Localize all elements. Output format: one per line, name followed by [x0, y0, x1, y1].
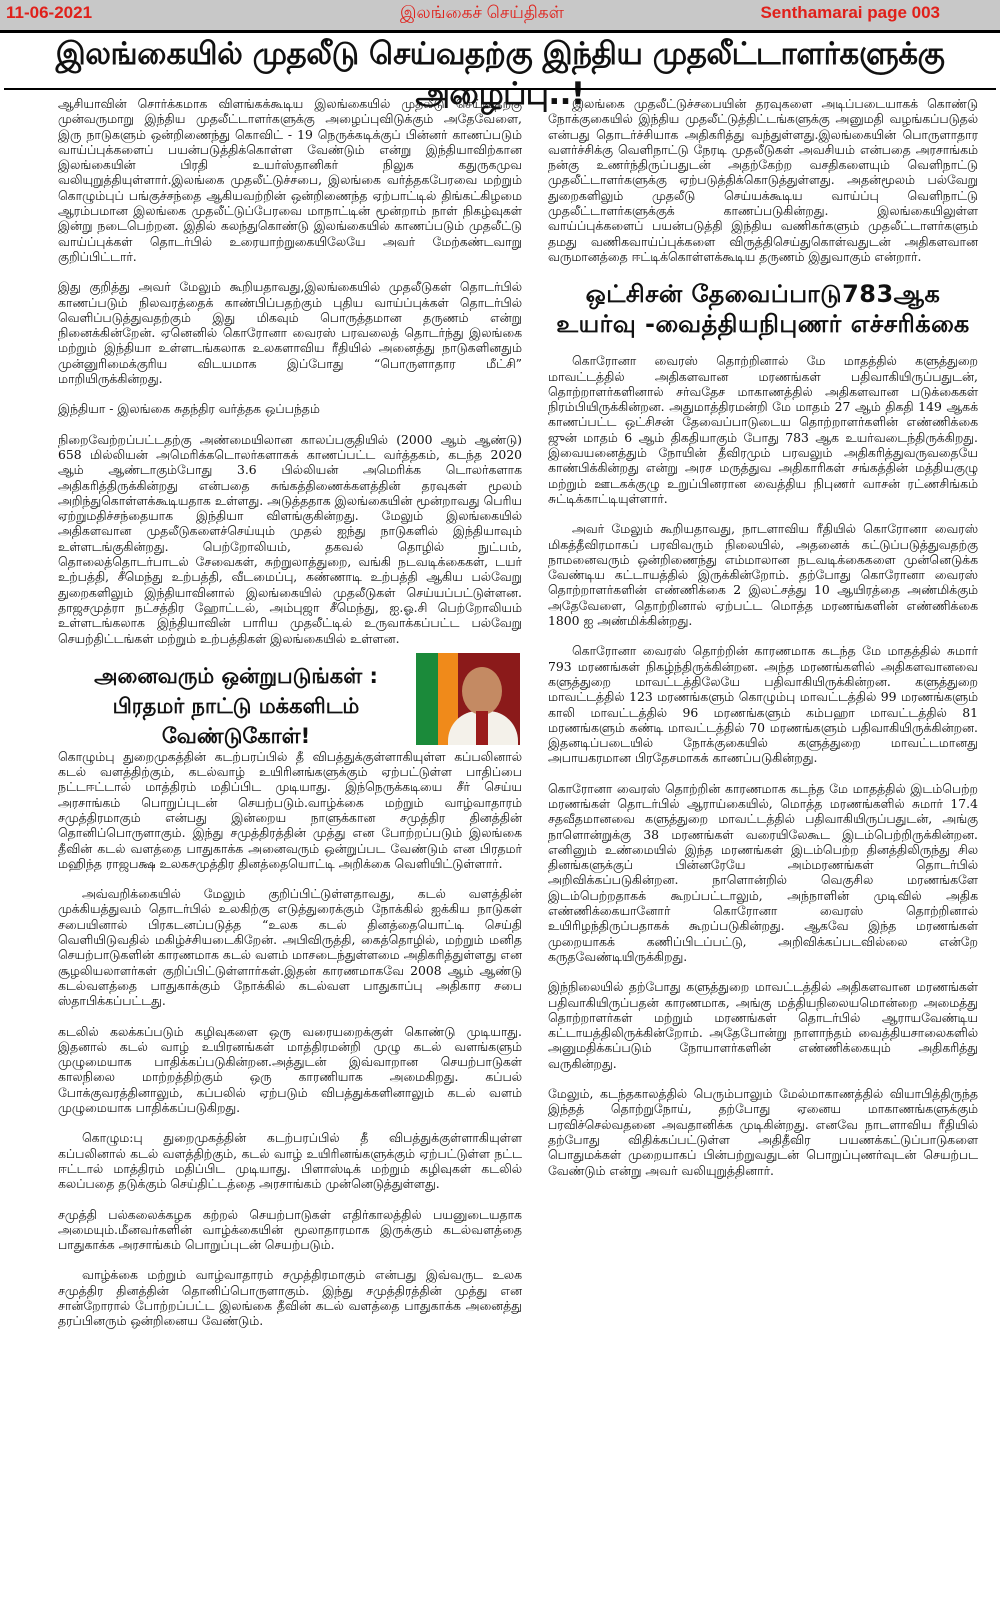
article-paragraph: அவ்வறிக்கையில் மேலும் குறிப்பிட்டுள்ளதாவது, கடல் வளத்தின் முக்கியத்துவம் தொடர்பில் உலகிற்கு எடுத்துரைக்கும் நோக்கில் ஐக்கிய நாடுகள் சபையினால் பிரகடனப்படுத்த “உலக கடல் தினத்தையொட்டி செய்தி வெளியிடுவதில் மகிழ்ச்சியடைகிறேன். அபிவிருத்தி, கைத்தொழில், மற்றும் மனித செயற்பாடுகளின் காரணமாக கடல் வளம் மாசடைந்துள்ளமை அதிகரித்துள்ளது என சூழலியலாளர்கள் குறிப்பிட்டுள்ளார்கள்.இதன் காரணமாகவே 2008 ஆம் ஆண்டு கடல்வளத்தை பாதுகாக்கும் நோக்கில் கடல்வள பாதுகாப்பு அதிகார சபை ஸ்தாபிக்கப்பட்டது.	[58, 886, 522, 1009]
left-column	[58, 96, 522, 1344]
headline-divider	[4, 88, 996, 90]
article-paragraph: கொரோனா வைரஸ் தொற்றின் காரணமாக கடந்த மே மாதத்தில் இடம்பெற்ற மரணங்கள் தொடர்பில் ஆராய்கையில், மொத்த மரணங்களில் சுமார் 17.4 சதவீதமானவை களுத்துறை மாவட்டத்தில் பதிவாகியிருப்பதுடன், அங்கு நாளொன்றுக்கு 38 மரணங்கள் வரையிலேகூட இடம்பெற்றிருக்கின்றன. எனினும் உண்மையில் இந்த மரணங்கள் இடம்பெற்ற தினத்திலிருந்து சில தினங்களுக்குப் பின்னரேயே அம்மரணங்கள் தொடர்பில் அறிவிக்கப்படுகின்றன. நாளொன்றில் வெகுசில மரணங்களே இடம்பெற்றதாகக் கூறப்பட்டாலும், அந்நாளின் முடிவில் அதிக எண்ணிக்கையானோர் கொரோனா வைரஸ் தொற்றினால் உயிரிழந்திருப்பதாகக் கூறப்படுகின்றது. ஆகவே இந்த மரணங்கள் முறையாகக் கணிப்பிடப்பட்டு, அறிவிக்கப்படவில்லை என்றே கருதவேண்டியிருக்கிறது.	[548, 780, 978, 964]
section-category: இலங்கைச் செய்திகள்	[400, 3, 564, 22]
article-paragraph: அவர் மேலும் கூறியதாவது, நாடளாவிய ரீதியில் கொரோனா வைரஸ் மிகத்தீவிரமாகப் பரவிவரும் நிலையில், அதனைக் கட்டுப்படுத்துவதற்கு நாமனைவரும் ஒன்றிணைந்து எம்மாலான நடவடிக்கைகளை முன்னெடுக்க வேண்டிய கட்டாயத்தில் இருக்கின்றோம். தற்போது கொரோனா வைரஸ் தொற்றாளர்களின் எண்ணிக்கை 2 இலட்சத்து 10 ஆயிரத்தை அண்மிக்கும் அதேவேளை, தொற்றினால் ஏற்பட்ட மொத்த மரணங்களின் எண்ணிக்கை 1800 ஐ அண்மிக்கின்றது.	[548, 521, 978, 629]
article-paragraph: ஆசியாவின் சொர்க்கமாக விளங்கக்கூடிய இலங்கையில் முதலீடு செய்வதற்கு முன்வருமாறு இந்திய முதலீட்டாளர்களுக்கு அழைப்புவிடுக்கும் அதேவேளை, இரு நாடுகளும் ஒன்றிணைந்து கொவிட் - 19 நெருக்கடிக்குப் பின்னர் காணப்படும் வாய்ப்புக்களைப் பயன்படுத்திக்கொள்ள வேண்டும் என்று இந்தியாவிற்கான இலங்கையின் பிரதி உயர்ஸ்தானிகர் நிலுக கதுருகமுவ வலியுறுத்தியுள்ளார்.இலங்கை முதலீட்டுச்சபை, இலங்கை வர்த்தகபேரவை மற்றும் கொழும்புப் பங்குச்சந்தை ஆகியவற்றின் ஒன்றிணைந்த ஏற்பாட்டில் திங்கட்கிழமை ஆரம்பமான இலங்கை முதலீட்டுப்பேரவை மாநாட்டின் மூன்றாம் நாள் நிகழ்வுகள் இன்று நடைபெற்றன. இதில் கலந்துகொண்டு இலங்கையில் காணப்படும் முதலீட்டு வாய்ப்புக்கள் தொடர்பில் உரையாற்றுகையிலேயே அவர் மேற்கண்டவாறு குறிப்பிட்டார்.	[58, 96, 522, 264]
article-paragraph: வாழ்க்கை மற்றும் வாழ்வாதாரம் சமுத்திரமாகும் என்பது இவ்வருட உலக சமுத்திர தினத்தின் தொனிப்பொருளாகும். இந்து சமுத்திரத்தின் முத்து என சான்றோரால் போற்றப்பட்ட இலங்கை தீவின் கடல் வளத்தை பாதுகாக்க அனைத்து தரப்பினரும் ஒன்றினைய வேண்டும்.	[58, 1267, 522, 1329]
article-paragraph: நிறைவேற்றப்பட்டதற்கு அண்மையிலான காலப்பகுதியில் (2000 ஆம் ஆண்டு) 658 மில்லியன் அமெரிக்கடொலர்களாகக் காணப்பட்ட வர்த்தகம், கடந்த 2020 ஆம் ஆண்டாகும்போது 3.6 பில்லியன் அமெரிக்க டொலர்களாக அதிகரித்திருக்கின்றது என்பதை சுங்கத்திணைக்களத்தின் தரவுகள் மூலம் அறிந்துகொள்ளக்கூடியதாக உள்ளது. அடுத்ததாக இலங்கையின் மூன்றாவது பெரிய ஏற்றுமதிச்சந்தையாக இந்தியா விளங்குகின்றது. மேலும் இலங்கையில் அதிகளவான முதலீடுகளைச்செய்யும் முதல் ஐந்து நாடுகளில் இந்தியாவும் உள்ளடங்குகின்றது. பெற்றோலியம், தகவல் தொழில் நுட்பம், தொலைத்தொடர்பாடல் சேவைகள், சுற்றுலாத்துறை, வங்கி நடவடிக்கைகள், டயர் உற்பத்தி, சீமெந்து உற்பத்தி, வீடமைப்பு, கண்ணாடி உற்பத்தி ஆகிய பல்வேறு துறைகளிலும் இந்தியாவினால் இலங்கையில் முதலீடுகள் செய்யப்பட்டுள்ளன. தாஜசமுத்ரா நட்சத்திர ஹோட்டல், அம்புஜா சீமெந்து, ஐ.ஓ.சி பெற்றோலியம் உள்ளடங்கலாக இந்தியாவின் பாரிய முதலீட்டில் உருவாக்கப்பட்ட பல்வேறு செயற்திட்டங்கள் மற்றும் உற்பத்திகள் இலங்கையில் உள்ளன.	[58, 431, 522, 646]
right-column	[548, 96, 978, 1193]
pm-headline-line1: அனைவரும் ஒன்றுபடுங்கள் :	[94, 663, 378, 688]
issue-date: 11-06-2021	[6, 3, 93, 22]
article-paragraph: சமுத்தி பல்கலைக்கழக கற்றல் செயற்பாடுகள் எதிர்காலத்தில் பயனுடையதாக அமையும்.மீனவர்களின் வாழ்க்கையின் மூலாதாரமாக இருக்கும் கடல்வளத்தை பாதுகாக்க அரசாங்கம் பொறுப்புடன் செயற்படும்.	[58, 1206, 522, 1253]
article-paragraph: இலங்கை முதலீட்டுச்சபையின் தரவுகளை அடிப்படையாகக் கொண்டு நோக்குகையில் இந்திய முதலீட்டுத்திட்டங்களுக்கு அனுமதி வழங்கப்படுதல் என்பது தொடர்ச்சியாக அதிகரித்து வந்துள்ளது.இலங்கையின் பொருளாதார வளர்ச்சிக்கு வெளிநாட்டு நேரடி முதலீடுகள் அவசியம் என்பதை அரசாங்கம் நன்கு உணர்ந்திருப்பதுடன் அதற்கேற்ற வசதிகளையும் வெளிநாட்டு முதலீட்டாளர்களுக்கு ஏற்படுத்திக்கொடுத்துள்ளது. அதன்மூலம் பல்வேறு துறைகளிலும் முதலீடு செய்யக்கூடிய வாய்ப்பு வெளிநாட்டு முதலீட்டாளர்களுக்குக் காணப்படுகின்றது. இலங்கையிலுள்ள வாய்ப்புக்களைப் பயன்படுத்தி இந்திய வணிகர்களும் முதலீட்டாளர்களும் தமது வணிகவாய்ப்புக்களை விருத்திசெய்துகொள்வதுடன் அதிகளவான வருமானத்தை ஈட்டிக்கொள்ளக்கூடிய தருணம் இதுவாகும் என்றார்.	[548, 96, 978, 264]
pm-headline-line2: பிரதமர் நாட்டு மக்களிடம் வேண்டுகோள்!	[112, 693, 360, 748]
article-section-label: இந்தியா - இலங்கை சுதந்திர வர்த்தக ஒப்பந்தம்	[58, 401, 320, 417]
page-header-bar	[0, 0, 1000, 33]
article-paragraph: மேலும், கடந்தகாலத்தில் பெரும்பாலும் மேல்மாகாணத்தில் வியாபித்திருந்த இந்தத் தொற்றுநோய், தற்போது ஏனைய மாகாணங்களுக்கும் பரவிச்செல்வதனை அவதானிக்க முடிகின்றது. எனவே நாடளாவிய ரீதியில் தற்போது விதிக்கப்பட்டுள்ள அதிதீவிர பயணக்கட்டுப்பாடுகளை பொதுமக்கள் முறையாகப் பின்பற்றுவதுடன் பொறுப்புணர்வுடன் செயற்பட வேண்டும் என்று அவர் வலியுறுத்தினார்.	[548, 1086, 978, 1178]
article-paragraph: கடலில் கலக்கப்படும் கழிவுகளை ஒரு வரையறைக்குள் கொண்டு முடியாது. இதனால் கடல் வாழ் உயிரனங்கள் மாத்திரமன்றி முழு கடல் வளங்களும் முழுமையாக பாதிக்கப்படுகின்றன.அத்துடன் இவ்வாறான செயற்பாடுகள் காலநிலை மாற்றத்திற்கும் ஒரு காரணியாக அமைகிறது. கப்பல் போக்குவரத்தினாலும், கப்பலில் ஏற்படும் விபத்துக்களினாலும் கடல் வளம் முழுமையாக பாதிக்கப்படுகிறது.	[58, 1023, 522, 1116]
article-paragraph: கொழும:பு துறைமுகத்தின் கடற்பரப்பில் தீ விபத்துக்குள்ளாகியுள்ள கப்பலினால் கடல் வளத்திற்கும், கடல் வாழ் உயிரினங்களுக்கும் ஏற்பட்டுள்ள நட்ட ஈட்டால் மாத்திரம் மதிப்பிட முடியாது. பிளாஸ்டிக் மற்றும் கழிவுகள் கடலில் கலப்பதை தடுக்கும் செய்திட்டத்தை அரசாங்கம் முன்னெடுத்துள்ளது.	[58, 1130, 522, 1192]
main-headline: இலங்கையில் முதலீடு செய்வதற்கு இந்திய முதலீட்டாளர்களுக்கு அழைப்பு..!	[55, 36, 945, 112]
prime-minister-photo	[416, 653, 520, 745]
oxygen-demand-headline: ஒட்சிசன் தேவைப்பாடு783ஆக உயர்வு -வைத்தியநிபுணர் எச்சரிக்கை	[556, 280, 970, 339]
article-paragraph: கொழும்பு துறைமுகத்தின் கடற்பரப்பில் தீ விபத்துக்குள்ளாகியுள்ள கப்பலினால் கடல் வளத்திற்கும், கடல்வாழ் உயிரினங்களுக்கும் ஏற்பட்டுள்ள பாதிப்பை நட்டஈட்டால் மாத்திரம் மதிப்பிட முடியாது. இந்நெருக்கடியை சீர் செய்ய அரசாங்கம் பொறுப்புடன் செயற்படும்.வாழ்க்கை மற்றும் வாழ்வாதாரம் சமுத்திரமாகும் என்பது இன்றைய நாளுக்கான சமுத்திர தினத்தின் தொனிப்பொருளாகும். இந்து சமுத்திரத்தின் முத்து என போற்றப்படும் இலங்கை தீவின் கடல் வளத்தை பாதுகாக்க அனைவரும் ஒன்றுப்பட வேண்டும் என பிரதமர் மஹிந்த ராஜபக்ஷ உலகசமுத்திர தினத்தையொட்டி அறிக்கை வெளியிட்டுள்ளார்.	[58, 748, 522, 871]
article-paragraph: கொரோனா வைரஸ் தொற்றின் காரணமாக கடந்த மே மாதத்தில் சுமார் 793 மரணங்கள் நிகழ்ந்திருக்கின்றன. அந்த மரணங்களில் அதிகளவானவை களுத்துறை மாவட்டத்திலேயே பதிவாகியிருக்கின்றன. களுத்துறை மாவட்டத்தில் 123 மரணங்களும் கொழும்பு மாவட்டத்தில் 99 மரணங்களும் காலி மாவட்டத்தில் 96 மரணங்களும் கம்பஹா மாவட்டத்தில் 81 மரணங்களும் கண்டி மாவட்டத்தில் 70 மரணங்களும் பதிவாகியிருக்கின்றன. இதனடிப்படையில் நோக்குகையில் களுத்துறை மாவட்டமானது அபாயகரமான பிரதேசமாகக் காணப்படுகின்றது.	[548, 643, 978, 766]
pm-appeal-headline	[58, 661, 522, 748]
article-paragraph: இது குறித்து அவர் மேலும் கூறியதாவது,இலங்கையில் முதலீடுகள் தொடர்பில் காணப்படும் நிலவரத்தைக் காண்பிப்பதற்கும் புதிய வாய்ப்புக்கள் தொடர்பில் வெளிப்படுத்துவதற்கும் இது மிகவும் பொருத்தமான தருணம் என்று நினைக்கின்றேன். ஏனெனில் கொரோனா வைரஸ் பரவலைத் தொடர்ந்து இலங்கை மற்றும் இந்தியா உள்ளடங்கலாக உலகளாவிய ரீதியில் அனைத்து நாடுகளினதும் முன்னுரிமைக்குரிய விடயமாக இப்போது “பொருளாதார மீட்சி” மாறியிருக்கின்றது.	[58, 279, 522, 387]
publication-page: Senthamarai page 003	[760, 3, 940, 22]
article-paragraph: இந்நிலையில் தற்போது களுத்துறை மாவட்டத்தில் அதிகளவான மரணங்கள் பதிவாகியிருப்பதன் காரணமாக, அங்கு மத்தியநிலையமொன்றை அமைத்து தொற்றாளர்கள் மற்றும் மரணங்கள் தொடர்பில் ஆராயவேண்டிய கட்டாயத்திலிருக்கின்றோம். அதேபோன்று நாளாந்தம் வைத்தியசாலைகளில் அனுமதிக்கப்படும் நோயாளர்களின் எண்ணிக்கையும் அதிகரித்து வருகின்றது.	[548, 979, 978, 1071]
article-paragraph: கொரோனா வைரஸ் தொற்றினால் மே மாதத்தில் களுத்துறை மாவட்டத்தில் அதிகளவான மரணங்கள் பதிவாகியிருப்பதுடன், தொற்றாளர்களினால் சர்வதேச மாகாணத்தில் அதிகளவான படுக்கைகள் நிரம்பியிருக்கின்றன. அதுமாத்திரமன்றி மே மாதம் 27 ஆம் திகதி 149 ஆகக் காணப்பட்ட ஒட்சிசன் தேவைப்பாடுடைய தொற்றாளர்களின் எண்ணிக்கை ஜுன் மாதம் 6 ஆம் திகதியாகும் போது 783 ஆக உயர்வடைந்திருக்கிறது. இவையனைத்தும் நோயின் தீவிரமும் பரவலும் அதிகரித்துவருவதையே காண்பிக்கின்றது என்று அரச மருத்துவ அதிகாரிகள் சங்கத்தின் மத்தியகுழு மற்றும் ஊடகக்குழு உறுப்பினரான வைத்திய நிபுணர் வாசன் ரட்ணசிங்கம் சுட்டிக்காட்டியுள்ளார்.	[548, 353, 978, 506]
